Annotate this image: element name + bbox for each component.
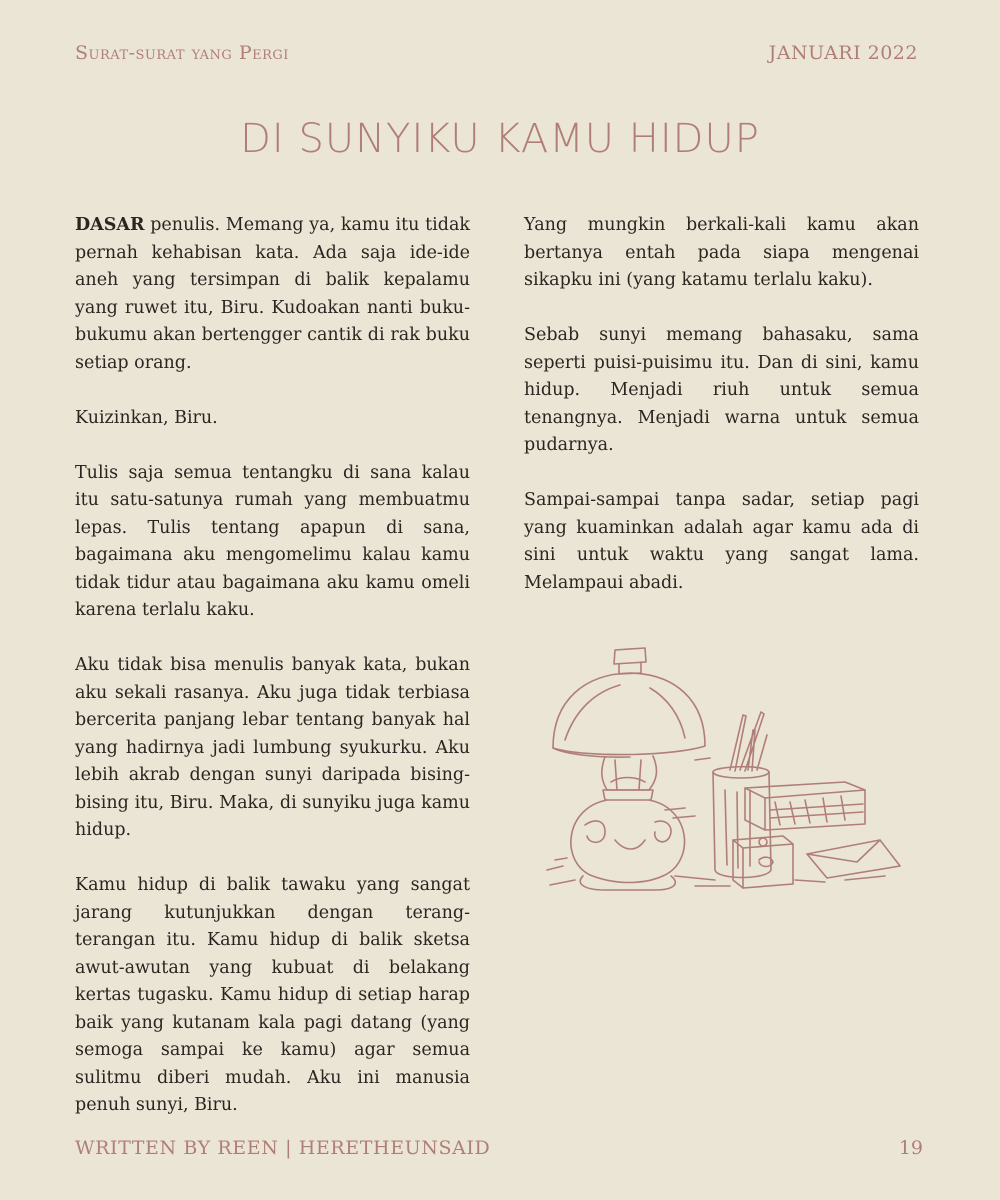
paragraph: Kuizinkan, Biru. (75, 407, 218, 428)
paragraph: Aku tidak bisa menulis banyak kata, bukan aku sekali rasanya. Aku juga tidak terbiasa bercerita panjang lebar tentang banyak hal yang hadirnya jadi lumbung syukurku. Aku lebih akrab dengan sunyi daripada bising-bising itu, Biru. Maka, di sunyiku juga kamu hidup. (75, 655, 470, 840)
footer-byline: WRITTEN BY REEN | HERETHEUNSAID (75, 1137, 491, 1159)
publication-title: Surat-surat yang Pergi (75, 42, 289, 64)
page-number: 19 (898, 1137, 923, 1159)
paragraph: Sebab sunyi memang bahasaku, sama seperti puisi-puisimu itu. Dan di sini, kamu hidup. Menjadi riuh untuk semua tenangnya. Menjadi warna untuk semua pudarnya. (524, 325, 919, 455)
paragraph: Sampai-sampai tanpa sadar, setiap pagi yang kuaminkan adalah agar kamu ada di sini untuk waktu yang sangat lama. Melampaui abadi. (524, 490, 919, 593)
paragraph (75, 212, 470, 377)
paragraph: Yang mungkin berkali-kali kamu akan bertanya entah pada siapa mengenai sikapku ini (yang katamu terlalu kaku). (524, 215, 919, 290)
paragraph: Tulis saja semua tentangku di sana kalau itu satu-satunya rumah yang membuatmu lepas. Tulis tentang apapun di sana, bagaimana aku mengomelimu kalau kamu tidak tidur atau bagaimana aku kamu omeli karena terlalu kaku. (75, 462, 470, 620)
right-column (524, 212, 919, 597)
issue-date: JANUARI 2022 (768, 42, 918, 64)
paragraph: Kamu hidup di balik tawaku yang sangat jarang kutunjukkan dengan terang-terangan itu. Kamu hidup di balik sketsa awut-awutan yang kubuat di belakang kertas tugasku. Kamu hidup di setiap harap baik yang kutanam kala pagi datang (yang semoga sampai ke kamu) agar semua sulitmu diberi mudah. Aku ini manusia penuh sunyi, Biru. (75, 875, 470, 1115)
lead-word: DASAR (75, 215, 145, 235)
page-title: DI SUNYIKU KAMU HIDUP (240, 116, 760, 162)
paragraph-text: penulis. Memang ya, kamu itu tidak pernah kehabisan kata. Ada saja ide-ide aneh yang tersimpan di balik kepalamu yang ruwet itu, Biru. Kudoakan nanti buku-bukumu akan bertengger cantik di rak buku setiap orang. (75, 215, 470, 373)
oil-lamp-still-life-icon (545, 640, 915, 895)
left-column (75, 212, 470, 1120)
